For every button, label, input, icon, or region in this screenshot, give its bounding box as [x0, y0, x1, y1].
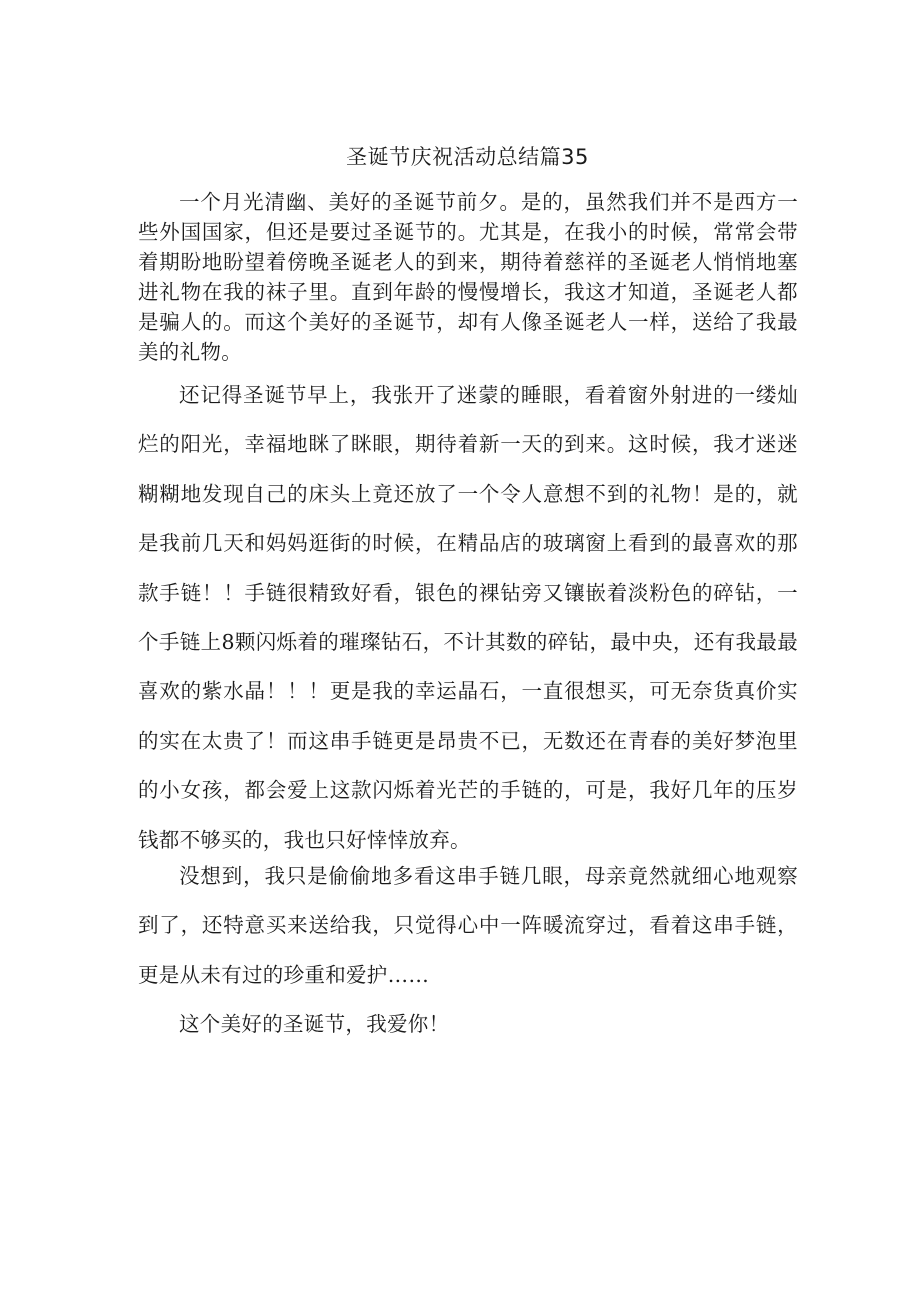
paragraph-2: 还记得圣诞节早上，我张开了迷蒙的睡眼，看着窗外射进的一缕灿烂的阳光，幸福地眯了眯眼，期待着新一天的到来。这时候，我才迷迷糊糊地发现自己的床头上竟还放了一个令人意想不到的礼物！是的，就是我前几天和妈妈逛街的时候，在精品店的玻璃窗上看到的最喜欢的那款手链！！手链很精致好看，银色的裸钻旁又镶嵌着淡粉色的碎钻，一个手链上8颗闪烁着的璀璨钻石，不计其数的碎钻，最中央，还有我最最喜欢的紫水晶！！！更是我的幸运晶石，一直很想买，可无奈货真价实的实在太贵了！而这串手链更是昂贵不已，无数还在青春的美好梦泡里的小女孩，都会爱上这款闪烁着光芒的手链的，可是，我好几年的压岁钱都不够买的，我也只好悻悻放弃。	[138, 383, 798, 852]
paragraph-4: 这个美好的圣诞节，我爱你！	[179, 1012, 450, 1036]
paragraph-1: 一个月光清幽、美好的圣诞节前夕。是的，虽然我们并不是西方一些外国国家，但还是要过圣诞节的。尤其是，在我小的时候，常常会带着期盼地盼望着傍晚圣诞老人的到来，期待着慈祥的圣诞老人悄悄地塞进礼物在我的袜子里。直到年龄的慢慢增长，我这才知道，圣诞老人都是骗人的。而这个美好的圣诞节，却有人像圣诞老人一样，送给了我最美的礼物。	[138, 190, 798, 364]
paragraph-3: 没想到，我只是偷偷地多看这串手链几眼，母亲竟然就细心地观察到了，还特意买来送给我，只觉得心中一阵暖流穿过，看着这串手链，更是从未有过的珍重和爱护……	[138, 864, 798, 987]
document-title: 圣诞节庆祝活动总结篇35	[346, 145, 589, 169]
